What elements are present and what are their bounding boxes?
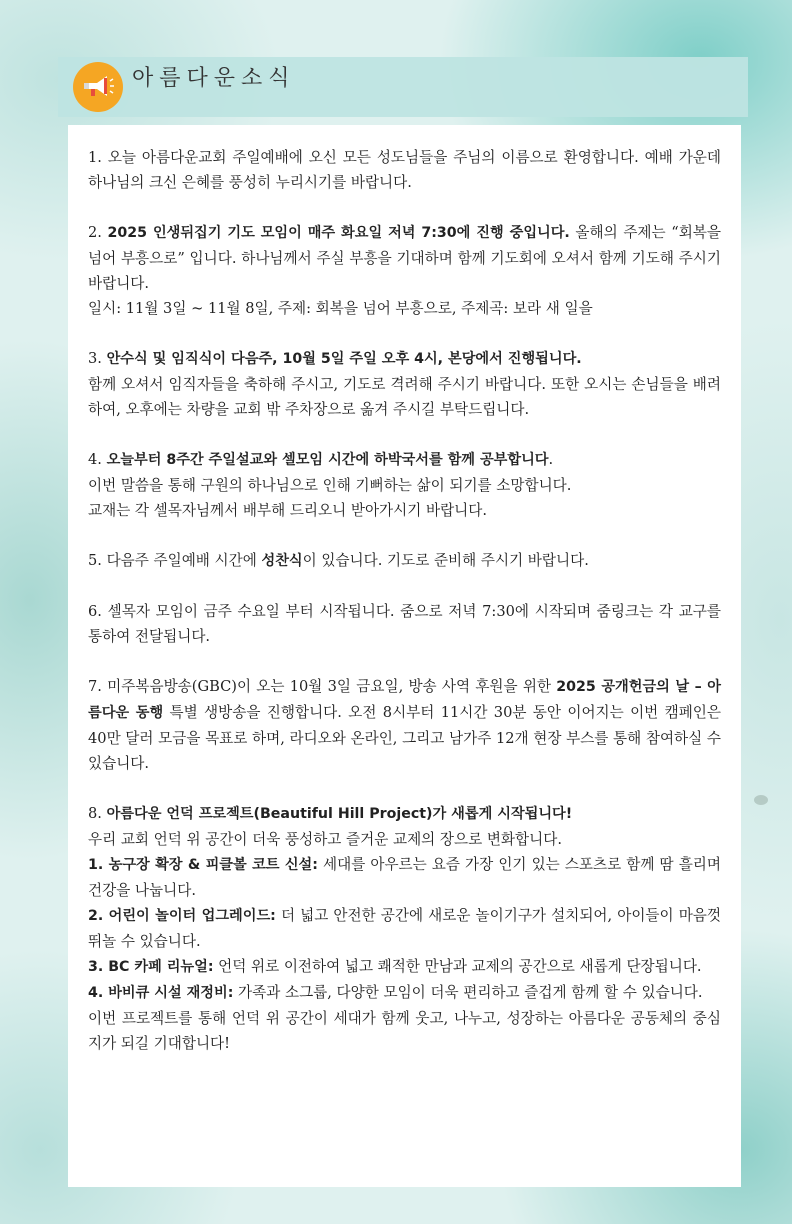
news-item-3: 3. 안수식 및 임직식이 다음주, 10월 5일 주일 오후 4시, 본당에서 진행됩니다. 함께 오셔서 임직자들을 축하해 주시고, 기도로 격려해 주시기 바랍니다. 또한 오시는 손님들을 배려하여, 오후에는 차량을 교회 밖 주차장으로 옮겨 주시길 부탁드립니다. (88, 350, 721, 418)
news-list (88, 145, 721, 1081)
news-item-8: 8. 아름다운 언덕 프로젝트(Beautiful Hill Project)가 새롭게 시작됩니다! 우리 교회 언덕 위 공간이 더욱 풍성하고 즐거운 교제의 장으로 변화합니다. 1. 농구장 확장 & 피클볼 코트 신설: 세대를 아우르는 요즘 가장 인기 있는 스포츠로 함께 땀 흘리며 건강을 나눕니다. 2. 어린이 놀이터 업그레이드: 더 넓고 안전한 공간에 새로운 놀이기구가 설치되어, 아이들이 마음껏 뛰놀 수 있습니다. 3. BC 카페 리뉴얼: 언덕 위로 이전하여 넓고 쾌적한 만남과 교제의 공간으로 새롭게 단장됩니다. 4. 바비큐 시설 재정비: 가족과 소그룹, 다양한 모임이 더욱 편리하고 즐겁게 함께 할 수 있습니다. 이번 프로젝트를 통해 언덕 위 공간이 세대가 함께 웃고, 나누고, 성장하는 아름다운 공동체의 중심지가 되길 기대합니다! (88, 805, 722, 1052)
news-item-2: 2. 2025 인생뒤집기 기도 모임이 매주 화요일 저녁 7:30에 진행 중입니다. 올해의 주제는 “회복을 넘어 부흥으로” 입니다. 하나님께서 주실 부흥을 기대하며 함께 기도회에 오셔서 함께 기도해 주시기 바랍니다. 일시: 11월 3일 ~ 11월 8일, 주제: 회복을 넘어 부흥으로, 주제곡: 보라 새 일을 (88, 224, 721, 317)
project-item: 3. BC 카페 리뉴얼: 언덕 위로 이전하여 넓고 쾌적한 만남과 교제의 공간으로 새롭게 단장됩니다. (88, 958, 702, 975)
decorative-spot (754, 795, 768, 805)
news-item-7: 7. 미주복음방송(GBC)이 오는 10월 3일 금요일, 방송 사역 후원을 위한 2025 공개헌금의 날 – 아름다운 동행 특별 생방송을 진행합니다. 오전 8시부터 11시간 30분 동안 이어지는 이번 캠페인은 40만 달러 모금을 목표로 하며, 라디오와 온라인, 그리고 남가주 12개 현장 부스를 통해 참여하실 수 있습니다. (88, 678, 721, 772)
news-item-6: 6. 셀목자 모임이 금주 수요일 부터 시작됩니다. 줌으로 저녁 7:30에 시작되며 줌링크는 각 교구를 통하여 전달됩니다. (88, 603, 721, 645)
page-title: 아름다운소식 (132, 66, 296, 91)
news-item-5: 5. 다음주 주일예배 시간에 성찬식이 있습니다. 기도로 준비해 주시기 바랍니다. (88, 552, 589, 569)
project-item: 4. 바비큐 시설 재정비: 가족과 소그룹, 다양한 모임이 더욱 편리하고 즐겁게 함께 할 수 있습니다. (88, 984, 703, 1001)
megaphone-icon (73, 62, 123, 112)
project-item: 1. 농구장 확장 & 피클볼 코트 신설: 세대를 아우르는 요즘 가장 인기 있는 스포츠로 함께 땀 흘리며 건강을 나눕니다. (88, 856, 721, 899)
project-item: 2. 어린이 놀이터 업그레이드: 더 넓고 안전한 공간에 새로운 놀이기구가 설치되어, 아이들이 마음껏 뛰놀 수 있습니다. (88, 907, 722, 950)
news-item-4: 4. 오늘부터 8주간 주일설교와 셀모임 시간에 하박국서를 함께 공부합니다. 이번 말씀을 통해 구원의 하나님으로 인해 기뻐하는 삶이 되기를 소망합니다. 교재는 각 셀목자님께서 배부해 드리오니 받아가시기 바랍니다. (88, 451, 572, 519)
news-item-1: 1. 오늘 아름다운교회 주일예배에 오신 모든 성도님들을 주님의 이름으로 환영합니다. 예배 가운데 하나님의 크신 은혜를 풍성히 누리시기를 바랍니다. (88, 149, 721, 191)
